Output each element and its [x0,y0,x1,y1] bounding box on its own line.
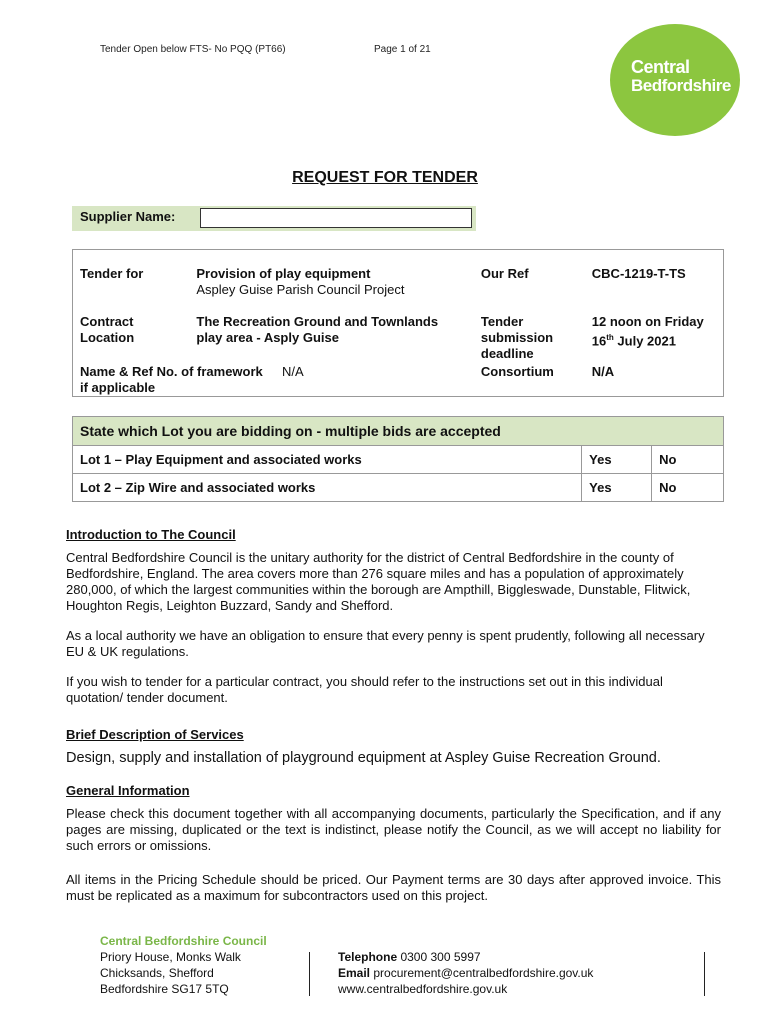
footer-divider-left [309,952,310,996]
tender-for-value [189,250,474,312]
framework-label: Name & Ref No. of framework if applicable [80,363,263,395]
footer-address-line1: Priory House, Monks Walk [100,950,241,964]
supplier-name-label: Supplier Name: [80,209,176,224]
intro-paragraph-3: If you wish to tender for a particular contract, you should refer to the instructions set out in this individual quotation/ tender document. [66,674,663,705]
central-bedfordshire-logo [610,24,740,136]
deadline-day-suffix: th [606,332,614,342]
general-heading: General Information [66,783,190,798]
framework-row [73,364,474,397]
footer-tel: 0300 300 5997 [397,950,481,964]
intro-paragraph-1: Central Bedfordshire Council is the unitary authority for the district of Central Bedfordshire in the county of Bedfordshire, England. The area covers more than 276 square miles and has a population of approximately 280,000, of which the largest communities within the borough are Ampthill, Biggleswade, Dunstable, Flitwick, Houghton Regis, Leighton Buzzard, Sandy and Shefford. [66,550,691,613]
deadline-value [585,312,724,364]
lot1-yes-option[interactable]: Yes [582,446,652,474]
lot2-label: Lot 2 – Zip Wire and associated works [73,474,582,502]
contract-location-label: Contract Location [80,313,135,345]
framework-value: N/A [282,363,304,379]
table-row [73,446,724,474]
our-ref-value: CBC-1219-T-TS [591,266,686,281]
tender-for-label: Tender for [80,266,144,281]
intro-paragraph-2: As a local authority we have an obligation to ensure that every penny is spent prudently, following all necessary EU & UK regulations. [66,628,705,659]
intro-heading: Introduction to The Council [66,527,236,542]
contract-location-value: The Recreation Ground and Townlands play area - Asply Guise [196,313,439,345]
page-title: REQUEST FOR TENDER [292,169,478,186]
consortium-value: N/A [591,363,615,379]
header-page-number: Page 1 of 21 [374,44,431,55]
footer-contact [338,949,593,997]
lot-table-heading: State which Lot you are bidding on - multiple bids are accepted [73,417,724,446]
footer-address [100,933,267,997]
deadline-time: 12 noon on Friday [591,313,704,329]
lot1-no-option[interactable]: No [652,446,724,474]
lot1-label: Lot 1 – Play Equipment and associated works [73,446,582,474]
our-ref-label: Our Ref [480,266,529,281]
logo-line2: Bedfordshire [631,76,731,95]
footer-address-line3: Bedfordshire SG17 5TQ [100,982,229,996]
table-row [73,474,724,502]
footer-website-link[interactable]: www.centralbedfordshire.gov.uk [338,982,508,996]
consortium-label: Consortium [480,363,554,379]
header-doc-type: Tender Open below FTS- No PQQ (PT66) [100,44,286,55]
general-paragraph-1: Please check this document together with all accompanying documents, particularly the Specification, and if any pages are missing, duplicated or the text is indistinct, please notify the Council, as we will accept no liability for such errors or omissions. [66,806,721,853]
services-text: Design, supply and installation of playground equipment at Aspley Guise Recreation Ground. [66,750,661,766]
footer-divider-right [704,952,705,996]
footer-email-link[interactable]: procurement@centralbedfordshire.gov.uk [370,966,594,980]
footer-org-name: Central Bedfordshire Council [100,934,267,948]
supplier-name-row [72,206,476,231]
deadline-date [592,330,716,349]
deadline-day: 16 [591,332,607,348]
lot2-yes-option[interactable]: Yes [582,474,652,502]
services-heading: Brief Description of Services [66,727,244,742]
general-paragraph-2: All items in the Pricing Schedule should be priced. Our Payment terms are 30 days after approved invoice. This must be replicated as a maximum for subcontractors used on this project. [66,872,721,903]
tender-for-line2: Aspley Guise Parish Council Project [196,282,405,297]
deadline-label: Tender submission deadline [480,313,554,361]
footer-tel-label: Telephone [338,950,398,964]
tender-details-table [72,249,724,397]
logo-line1: Central [631,57,690,77]
tender-for-line1: Provision of play equipment [196,266,371,281]
footer-address-line2: Chicksands, Shefford [100,966,214,980]
lot-selection-table [72,416,724,502]
footer-email-label: Email [338,966,371,980]
deadline-month-year: July 2021 [613,332,676,348]
supplier-name-field[interactable] [200,208,472,228]
lot2-no-option[interactable]: No [652,474,724,502]
